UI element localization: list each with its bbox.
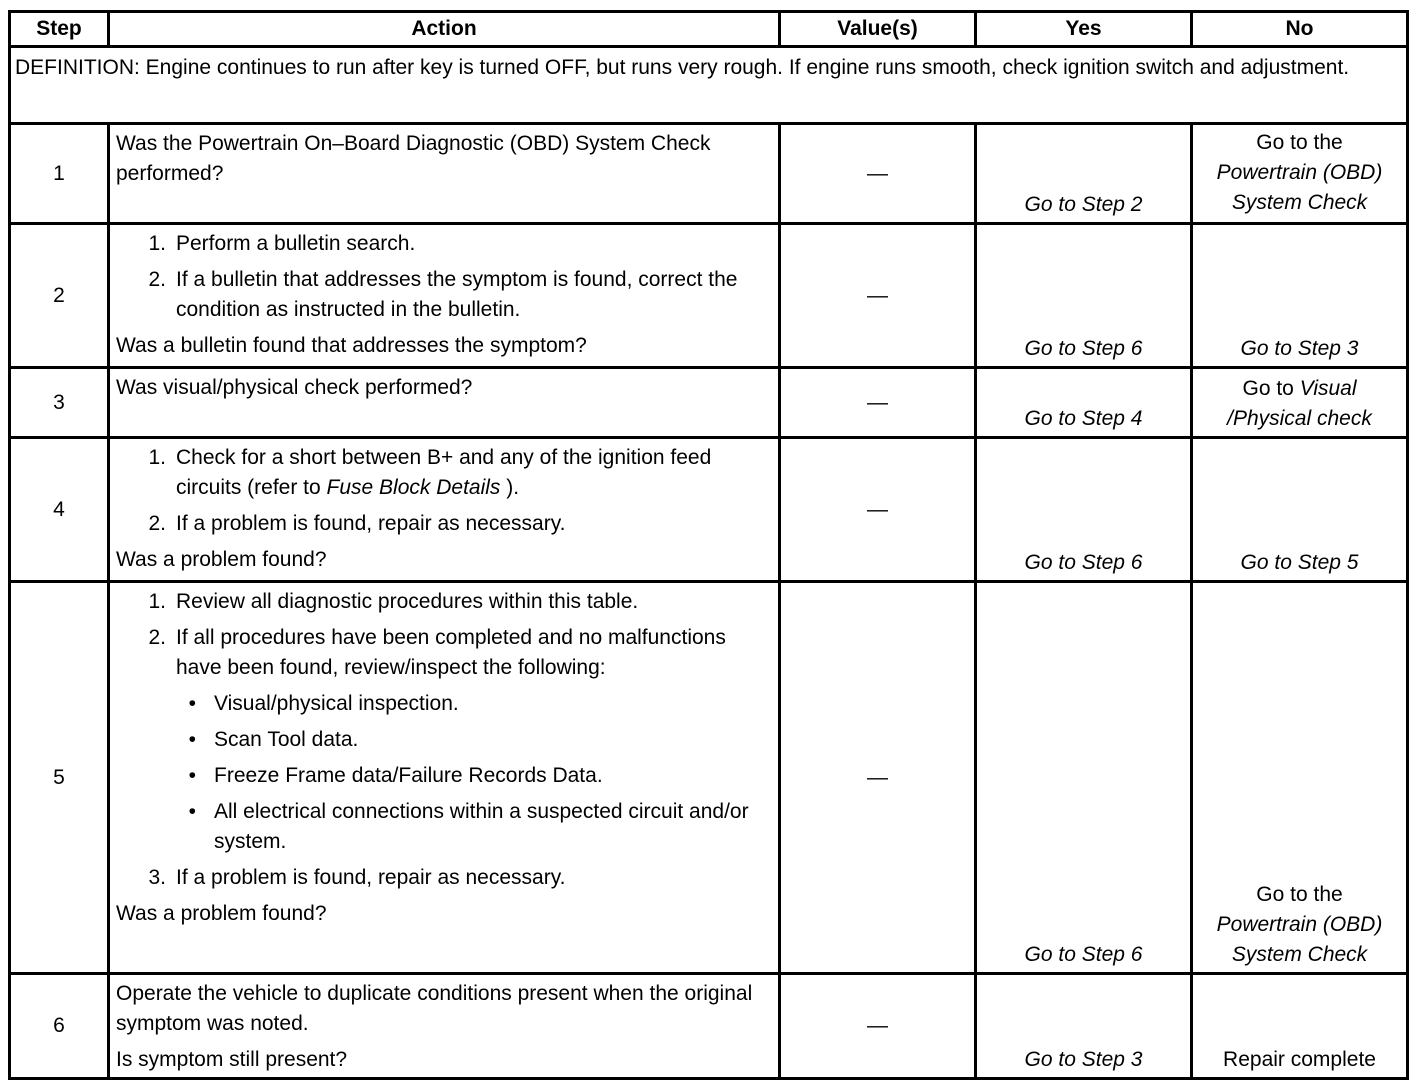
- value-dash: —: [867, 765, 888, 789]
- step-number: 6: [10, 974, 109, 1079]
- item-number: 2.: [148, 626, 166, 649]
- no-cell: Repair complete: [1192, 974, 1408, 1079]
- header-no: No: [1192, 12, 1408, 47]
- item-text: If all procedures have been completed and no malfunctions have been found, review/inspect the following:: [176, 626, 726, 679]
- step-number: 2: [10, 224, 109, 368]
- item-text: If a bulletin that addresses the symptom is found, correct the condition as instructed in the bulletin.: [176, 268, 738, 321]
- yes-cell: Go to Step 6: [976, 438, 1192, 582]
- value-dash: —: [867, 161, 888, 185]
- table-row: [10, 582, 1408, 974]
- no-line: Powertrain (OBD): [1216, 160, 1383, 184]
- bullet-item: • Freeze Frame data/Failure Records Data.: [116, 761, 774, 791]
- bullet-item: • Visual/physical inspection.: [116, 689, 774, 719]
- action-cell: [109, 224, 780, 368]
- item-number: 1.: [148, 232, 166, 255]
- item-text: Review all diagnostic procedures within this table.: [176, 590, 639, 613]
- action-cell: [109, 974, 780, 1079]
- item-text-part: Check for a short between B+ and any of the ignition feed circuits (refer to: [176, 446, 712, 499]
- numbered-item: [116, 587, 774, 617]
- no-line: System Check: [1231, 943, 1368, 966]
- no-ref: Visual: [1299, 377, 1357, 400]
- item-number: 2.: [148, 512, 166, 535]
- numbered-item: [116, 623, 774, 683]
- value-cell: [780, 224, 976, 368]
- yes-cell: Go to Step 6: [976, 582, 1192, 974]
- value-cell: [780, 582, 976, 974]
- no-prefix: Go to: [1242, 377, 1300, 400]
- action-cell: [109, 582, 780, 974]
- action-cell: [109, 438, 780, 582]
- value-cell: [780, 974, 976, 1079]
- header-action: Action: [109, 12, 780, 47]
- no-line: Powertrain (OBD): [1216, 913, 1383, 936]
- no-line: Go to the: [1256, 883, 1343, 906]
- item-text: If a problem is found, repair as necessary.: [176, 866, 566, 889]
- action-question: Was a problem found?: [116, 902, 327, 925]
- no-cell: Go to Step 5: [1192, 438, 1408, 582]
- bullet-item: • All electrical connections within a suspected circuit and/or system.: [116, 797, 774, 857]
- item-text: If a problem is found, repair as necessary.: [176, 512, 566, 535]
- item-number: 1.: [148, 590, 166, 613]
- table-row: [10, 974, 1408, 1079]
- no-line: System Check: [1231, 190, 1368, 214]
- item-text: [176, 443, 774, 503]
- action-question: Was visual/physical check performed?: [116, 376, 473, 399]
- no-ref-cont: /Physical check: [1227, 407, 1372, 430]
- diagnostic-table: [8, 10, 1409, 1080]
- no-cell: [1192, 124, 1408, 224]
- value-dash: —: [867, 283, 888, 307]
- yes-cell: Go to Step 6: [976, 224, 1192, 368]
- table-row: [10, 124, 1408, 224]
- item-text-end: ).: [500, 476, 520, 499]
- bullet-text: Scan Tool data.: [214, 728, 359, 751]
- item-number: 3.: [148, 866, 166, 889]
- bullet-text: Freeze Frame data/Failure Records Data.: [214, 764, 603, 787]
- action-question: Was the Powertrain On–Board Diagnostic (OBD) System Check performed?: [116, 132, 711, 185]
- bullet-text: All electrical connections within a suspected circuit and/or system.: [214, 800, 749, 853]
- value-dash: —: [867, 497, 888, 521]
- step-number: 4: [10, 438, 109, 582]
- no-cell: Go to Step 3: [1192, 224, 1408, 368]
- action-text: Operate the vehicle to duplicate conditions present when the original symptom was noted.: [116, 982, 753, 1035]
- numbered-item: [116, 265, 774, 325]
- step-number: 3: [10, 368, 109, 438]
- value-cell: [780, 368, 976, 438]
- action-question: Was a problem found?: [116, 548, 327, 571]
- no-cell: [1192, 582, 1408, 974]
- value-dash: —: [867, 390, 888, 414]
- no-line: Go to the: [1256, 130, 1343, 154]
- action-cell: [109, 124, 780, 224]
- no-cell: [1192, 368, 1408, 438]
- definition-text: DEFINITION: Engine continues to run after key is turned OFF, but runs very rough. If engine runs smooth, check ignition switch and adjustment.: [10, 47, 1408, 124]
- value-dash: —: [867, 1014, 888, 1037]
- table-row: [10, 438, 1408, 582]
- numbered-item: [116, 509, 774, 539]
- yes-cell: Go to Step 4: [976, 368, 1192, 438]
- step-number: 5: [10, 582, 109, 974]
- value-cell: [780, 438, 976, 582]
- action-question: Was a bulletin found that addresses the symptom?: [116, 334, 587, 357]
- item-number: 1.: [148, 446, 166, 469]
- header-step: Step: [10, 12, 109, 47]
- header-row: [10, 12, 1408, 47]
- header-yes: Yes: [976, 12, 1192, 47]
- yes-cell: Go to Step 2: [976, 124, 1192, 224]
- bullet-text: Visual/physical inspection.: [214, 692, 459, 715]
- table-row: [10, 368, 1408, 438]
- bullet-item: • Scan Tool data.: [116, 725, 774, 755]
- fuse-block-details-ref: Fuse Block Details: [326, 476, 501, 499]
- numbered-item: [116, 229, 774, 259]
- numbered-item: [116, 443, 774, 503]
- table-row: [10, 224, 1408, 368]
- item-text: Perform a bulletin search.: [176, 232, 416, 255]
- numbered-item: [116, 863, 774, 893]
- yes-cell: Go to Step 3: [976, 974, 1192, 1079]
- value-cell: [780, 124, 976, 224]
- header-values: Value(s): [780, 12, 976, 47]
- action-question: Is symptom still present?: [116, 1048, 348, 1071]
- definition-row: [10, 47, 1408, 124]
- action-cell: [109, 368, 780, 438]
- item-number: 2.: [148, 268, 166, 291]
- step-number: 1: [10, 124, 109, 224]
